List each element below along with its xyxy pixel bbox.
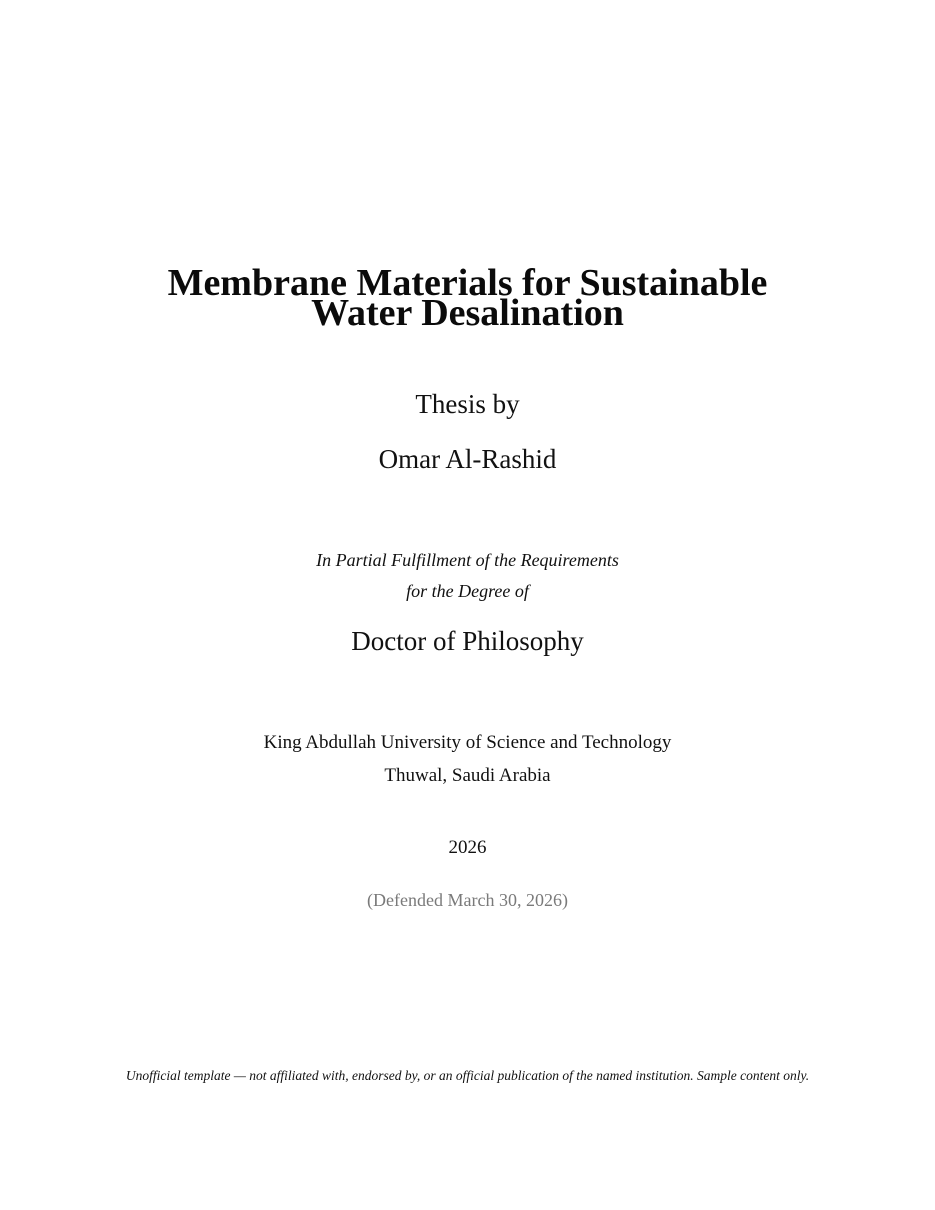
thesis-by-label: Thesis by <box>415 389 520 419</box>
thesis-year: 2026 <box>448 837 487 858</box>
institution-name: King Abdullah University of Science and Technology <box>263 732 672 753</box>
disclaimer-note: Unofficial template — not affiliated with, endorsed by, or an official publication of the named institution. Sample content only. <box>125 1068 810 1083</box>
degree-name: Doctor of Philosophy <box>351 626 584 656</box>
fulfillment-statement-line-2: for the Degree of <box>406 581 529 601</box>
thesis-title-line-1: Membrane Materials for Sustainable <box>167 262 768 304</box>
fulfillment-statement-line-1: In Partial Fulfillment of the Requirements <box>316 550 619 570</box>
thesis-title-line-2: Water Desalination <box>311 292 624 334</box>
defense-date: (Defended March 30, 2026) <box>367 890 568 910</box>
institution-location: Thuwal, Saudi Arabia <box>384 765 551 786</box>
author-name: Omar Al-Rashid <box>378 444 557 474</box>
thesis-title <box>0 262 935 334</box>
